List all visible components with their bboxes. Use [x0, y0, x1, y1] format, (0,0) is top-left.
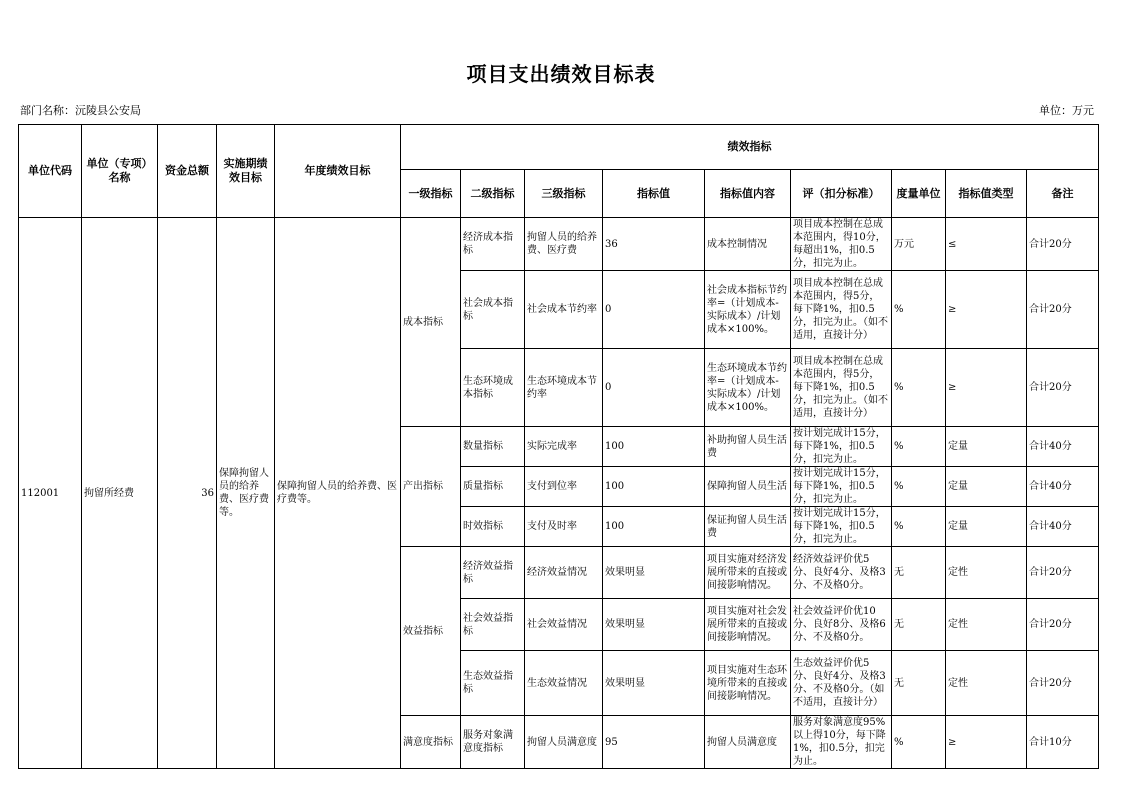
- value-cell: 效果明显: [603, 599, 705, 651]
- remark-cell: 合计20分: [1027, 349, 1099, 427]
- remark-cell: 合计40分: [1027, 507, 1099, 547]
- unit-name-cell: 拘留所经费: [82, 218, 158, 769]
- content-cell: 保证拘留人员生活费: [705, 507, 791, 547]
- header-content: 指标值内容: [705, 170, 791, 218]
- value-type-cell: 定量: [946, 467, 1027, 507]
- level2-cell: 质量指标: [461, 467, 525, 507]
- measure-unit-cell: 万元: [892, 218, 946, 271]
- value-cell: 0: [603, 349, 705, 427]
- currency-unit: 单位：万元: [1039, 104, 1094, 117]
- measure-unit-cell: %: [892, 427, 946, 467]
- level2-cell: 社会效益指标: [461, 599, 525, 651]
- header-impl-goal: 实施期绩效目标: [217, 125, 275, 218]
- measure-unit-cell: 无: [892, 547, 946, 599]
- level3-cell: 生态环境成本节约率: [525, 349, 603, 427]
- header-value: 指标值: [603, 170, 705, 218]
- value-cell: 95: [603, 716, 705, 769]
- unit-code-cell: 112001: [19, 218, 82, 769]
- scoring-cell: 经济效益评价优5分、良好4分、及格3分、不及格0分。: [791, 547, 892, 599]
- measure-unit-cell: %: [892, 716, 946, 769]
- value-type-cell: 定量: [946, 427, 1027, 467]
- scoring-cell: 服务对象满意度95%以上得10分，每下降1%，扣0.5分，扣完为止。: [791, 716, 892, 769]
- measure-unit-cell: 无: [892, 599, 946, 651]
- content-cell: 项目实施对社会发展所带来的直接或间接影响情况。: [705, 599, 791, 651]
- header-value-type: 指标值类型: [946, 170, 1027, 218]
- remark-cell: 合计40分: [1027, 467, 1099, 507]
- scoring-cell: 生态效益评价优5分、良好4分、及格3分、不及格0分。（如不适用，直接计分）: [791, 651, 892, 716]
- remark-cell: 合计20分: [1027, 651, 1099, 716]
- remark-cell: 合计20分: [1027, 599, 1099, 651]
- value-type-cell: ≥: [946, 716, 1027, 769]
- impl-goal-cell: 保障拘留人员的给养费、医疗费等。: [217, 218, 275, 769]
- value-type-cell: ≥: [946, 271, 1027, 349]
- value-cell: 0: [603, 271, 705, 349]
- value-type-cell: 定性: [946, 547, 1027, 599]
- content-cell: 保障拘留人员生活: [705, 467, 791, 507]
- level3-cell: 生态效益情况: [525, 651, 603, 716]
- level2-cell: 服务对象满意度指标: [461, 716, 525, 769]
- level2-cell: 经济效益指标: [461, 547, 525, 599]
- scoring-cell: 项目成本控制在总成本范围内，得5分，每下降1%，扣0.5分，扣完为止。（如不适用，直接计分）: [791, 271, 892, 349]
- value-cell: 100: [603, 507, 705, 547]
- header-fund-total: 资金总额: [158, 125, 217, 218]
- annual-goal-cell: 保障拘留人员的给养费、医疗费等。: [275, 218, 401, 769]
- scoring-cell: 按计划完成计15分，每下降1%，扣0.5分，扣完为止。: [791, 507, 892, 547]
- level3-cell: 支付及时率: [525, 507, 603, 547]
- content-cell: 项目实施对生态环境所带来的直接或间接影响情况。: [705, 651, 791, 716]
- header-remark: 备注: [1027, 170, 1099, 218]
- header-measure-unit: 度量单位: [892, 170, 946, 218]
- remark-cell: 合计20分: [1027, 271, 1099, 349]
- remark-cell: 合计10分: [1027, 716, 1099, 769]
- level3-cell: 拘留人员满意度: [525, 716, 603, 769]
- measure-unit-cell: %: [892, 349, 946, 427]
- level3-cell: 实际完成率: [525, 427, 603, 467]
- value-type-cell: ≥: [946, 349, 1027, 427]
- value-type-cell: 定性: [946, 651, 1027, 716]
- level3-cell: 经济效益情况: [525, 547, 603, 599]
- measure-unit-cell: %: [892, 467, 946, 507]
- value-cell: 100: [603, 427, 705, 467]
- value-cell: 100: [603, 467, 705, 507]
- value-type-cell: 定量: [946, 507, 1027, 547]
- level2-cell: 生态效益指标: [461, 651, 525, 716]
- level3-cell: 社会成本节约率: [525, 271, 603, 349]
- level1-cell: 满意度指标: [401, 716, 461, 769]
- level2-cell: 数量指标: [461, 427, 525, 467]
- level2-cell: 社会成本指标: [461, 271, 525, 349]
- header-scoring: 评（扣分标准）: [791, 170, 892, 218]
- performance-table: [18, 124, 1099, 769]
- content-cell: 补助拘留人员生活费: [705, 427, 791, 467]
- header-unit-code: 单位代码: [19, 125, 82, 218]
- content-cell: 拘留人员满意度: [705, 716, 791, 769]
- table-row: [19, 218, 1099, 271]
- level3-cell: 社会效益情况: [525, 599, 603, 651]
- content-cell: 项目实施对经济发展所带来的直接或间接影响情况。: [705, 547, 791, 599]
- scoring-cell: 按计划完成计15分，每下降1%，扣0.5分，扣完为止。: [791, 467, 892, 507]
- remark-cell: 合计20分: [1027, 547, 1099, 599]
- content-cell: 生态环境成本节约率=（计划成本-实际成本）/计划成本×100%。: [705, 349, 791, 427]
- level2-cell: 生态环境成本指标: [461, 349, 525, 427]
- value-type-cell: ≤: [946, 218, 1027, 271]
- remark-cell: 合计40分: [1027, 427, 1099, 467]
- level2-cell: 经济成本指标: [461, 218, 525, 271]
- content-cell: 成本控制情况: [705, 218, 791, 271]
- measure-unit-cell: %: [892, 507, 946, 547]
- scoring-cell: 项目成本控制在总成本范围内，得10分，每超出1%，扣0.5分，扣完为止。: [791, 218, 892, 271]
- value-cell: 36: [603, 218, 705, 271]
- header-unit-name: 单位（专项）名称: [82, 125, 158, 218]
- remark-cell: 合计20分: [1027, 218, 1099, 271]
- header-indicators: 绩效指标: [401, 125, 1099, 170]
- scoring-cell: 社会效益评价优10分、良好8分、及格6分、不及格0分。: [791, 599, 892, 651]
- measure-unit-cell: 无: [892, 651, 946, 716]
- level3-cell: 拘留人员的给养费、医疗费: [525, 218, 603, 271]
- level1-cell: 成本指标: [401, 218, 461, 427]
- level2-cell: 时效指标: [461, 507, 525, 547]
- content-cell: 社会成本指标节约率=（计划成本-实际成本）/计划成本×100%。: [705, 271, 791, 349]
- value-cell: 效果明显: [603, 547, 705, 599]
- level3-cell: 支付到位率: [525, 467, 603, 507]
- scoring-cell: 按计划完成计15分，每下降1%，扣0.5分，扣完为止。: [791, 427, 892, 467]
- department-name: 部门名称：沅陵县公安局: [20, 104, 141, 117]
- header-annual-goal: 年度绩效目标: [275, 125, 401, 218]
- level1-cell: 产出指标: [401, 427, 461, 547]
- header-level1: 一级指标: [401, 170, 461, 218]
- header-level2: 二级指标: [461, 170, 525, 218]
- value-cell: 效果明显: [603, 651, 705, 716]
- scoring-cell: 项目成本控制在总成本范围内，得5分，每下降1%，扣0.5分，扣完为止。（如不适用，直接计分）: [791, 349, 892, 427]
- table-body: [19, 218, 1099, 769]
- measure-unit-cell: %: [892, 271, 946, 349]
- fund-total-cell: 36: [158, 218, 217, 769]
- value-type-cell: 定性: [946, 599, 1027, 651]
- level1-cell: 效益指标: [401, 547, 461, 716]
- page-title: 项目支出绩效目标表: [466, 62, 656, 86]
- header-level3: 三级指标: [525, 170, 603, 218]
